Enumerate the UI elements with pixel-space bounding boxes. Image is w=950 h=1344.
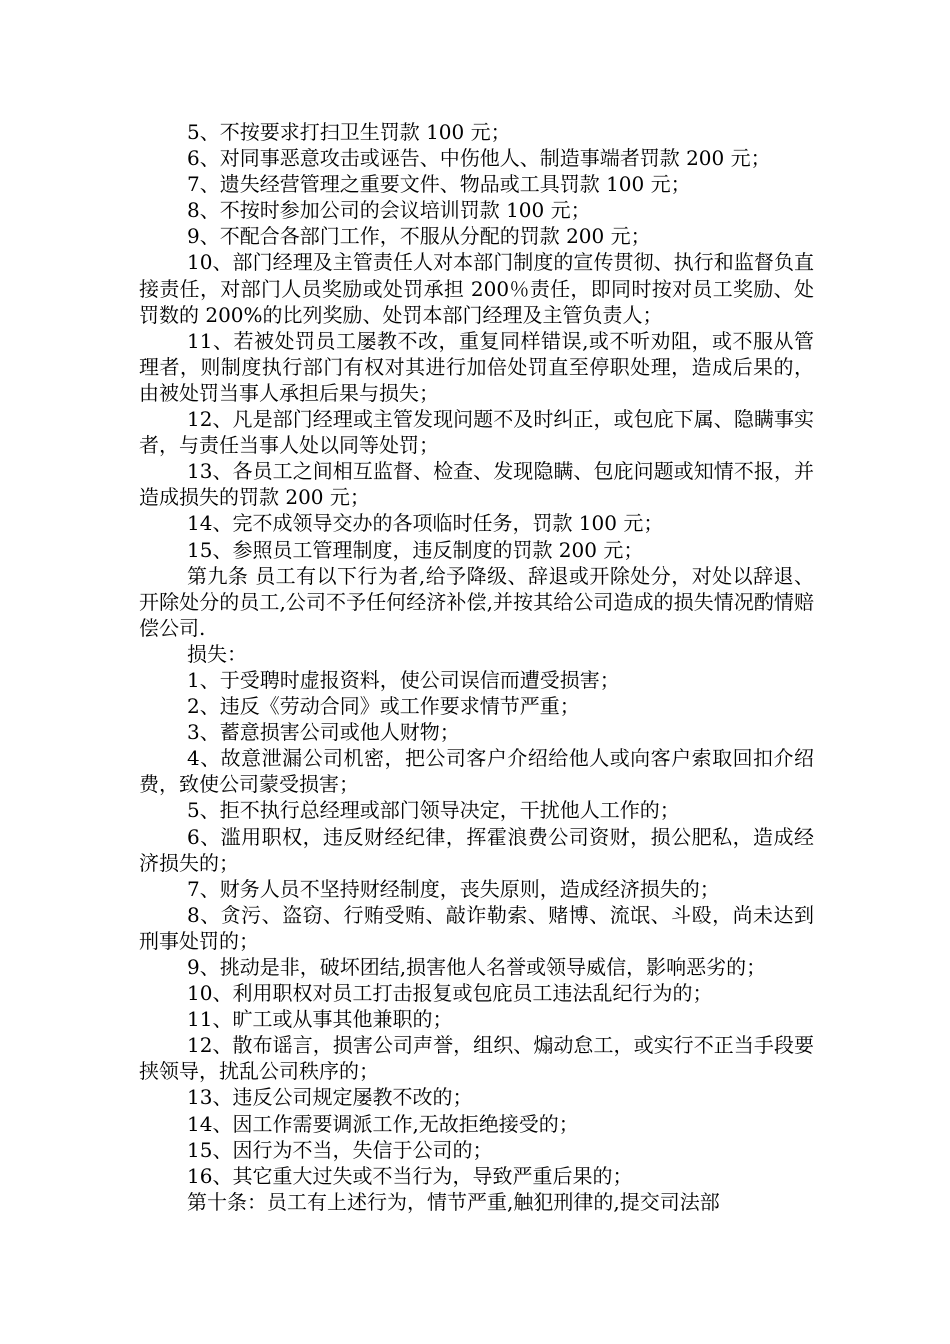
paragraph-mutual-supervision: 13、各员工之间相互监督、检查、发现隐瞒、包庇问题或知情不报，并造成损失的罚款 200 元； [139,459,814,510]
paragraph-article-nine: 第九条 员工有以下行为者,给予降级、辞退或开除处分，对处以辞退、开除处分的员工,公司不予任何经济补偿,并按其给公司造成的损失情况酌情赔偿公司. [139,563,814,640]
paragraph-rumors: 12、散布谣言，损害公司声誉，组织、煽动怠工，或实行不正当手段要挟领导，扰乱公司秩序的； [139,1033,814,1084]
paragraph-repeat-offense: 11、若被处罚员工屡教不改，重复同样错误,或不听劝阻，或不服从管理者，则制度执行部门有权对其进行加倍处罚直至停职处理，造成后果的，由被处罚当事人承担后果与损失； [139,328,814,405]
paragraph-contract-violation: 2、违反《劳动合同》或工作要求情节严重； [187,694,580,719]
paragraph-losses-heading: 损失： [187,641,247,666]
paragraph-article-ten: 第十条：员工有上述行为，情节严重,触犯刑律的,提交司法部 [187,1189,720,1214]
paragraph-corruption: 8、贪污、盗窃、行贿受贿、敲诈勒索、赌博、流氓、斗殴，尚未达到刑事处罚的； [139,902,814,953]
paragraph-fine-lost-documents: 7、遗失经营管理之重要文件、物品或工具罚款 100 元； [187,172,691,197]
paragraph-fine-rule-violation: 15、参照员工管理制度，违反制度的罚款 200 元； [187,537,644,562]
paragraph-stir-trouble: 9、挑动是非，破坏团结,损害他人名誉或领导威信，影响恶劣的； [187,955,767,979]
paragraph-finance-staff: 7、财务人员不坚持财经制度，丧失原则，造成经济损失的； [187,876,720,901]
paragraph-fine-slander: 6、对同事恶意攻击或诬告、中伤他人、制造事端者罚款 200 元； [187,146,771,171]
paragraph-retaliation: 10、利用职权对员工打击报复或包庇员工违法乱纪行为的； [187,981,713,1006]
document-body [139,119,814,1215]
paragraph-refuse-assignment: 14、因工作需要调派工作,无故拒绝接受的； [187,1111,579,1136]
paragraph-property-damage: 3、蓄意损害公司或他人财物； [187,720,460,745]
paragraph-manager-responsibility: 10、部门经理及主管责任人对本部门制度的宣传贯彻、执行和监督负直接责任，对部门人员奖励或处罚承担 200％责任，即同时按对员工奖励、处罚数的 200%的比列奖励、处罚本部门经理及主管负责人； [139,250,814,327]
paragraph-fine-unfinished-tasks: 14、完不成领导交办的各项临时任务，罚款 100 元； [187,511,664,536]
paragraph-breach-trust: 15、因行为不当，失信于公司的； [187,1137,493,1162]
paragraph-refuse-orders: 5、拒不执行总经理或部门领导决定，干扰他人工作的； [187,798,680,823]
paragraph-fine-noncooperation: 9、不配合各部门工作，不服从分配的罚款 200 元； [187,224,651,249]
paragraph-repeated-violations: 13、违反公司规定屡教不改的； [187,1085,473,1110]
paragraph-serious-misconduct: 16、其它重大过失或不当行为，导致严重后果的； [187,1163,633,1188]
paragraph-manager-cover-up: 12、凡是部门经理或主管发现问题不及时纠正，或包庇下属、隐瞒事实者，与责任当事人处以同等处罚； [139,407,814,458]
paragraph-absenteeism: 11、旷工或从事其他兼职的； [187,1007,453,1032]
paragraph-false-information: 1、于受聘时虚报资料，使公司误信而遭受损害； [187,667,620,692]
paragraph-leak-secrets: 4、故意泄漏公司机密，把公司客户介绍给他人或向客户索取回扣介绍费，致使公司蒙受损害； [139,746,814,797]
paragraph-fine-meeting-absence: 8、不按时参加公司的会议培训罚款 100 元； [187,198,591,223]
paragraph-fine-cleaning: 5、不按要求打扫卫生罚款 100 元； [187,120,511,144]
paragraph-abuse-power: 6、滥用职权，违反财经纪律，挥霍浪费公司资财，损公肥私，造成经济损失的； [139,824,814,875]
